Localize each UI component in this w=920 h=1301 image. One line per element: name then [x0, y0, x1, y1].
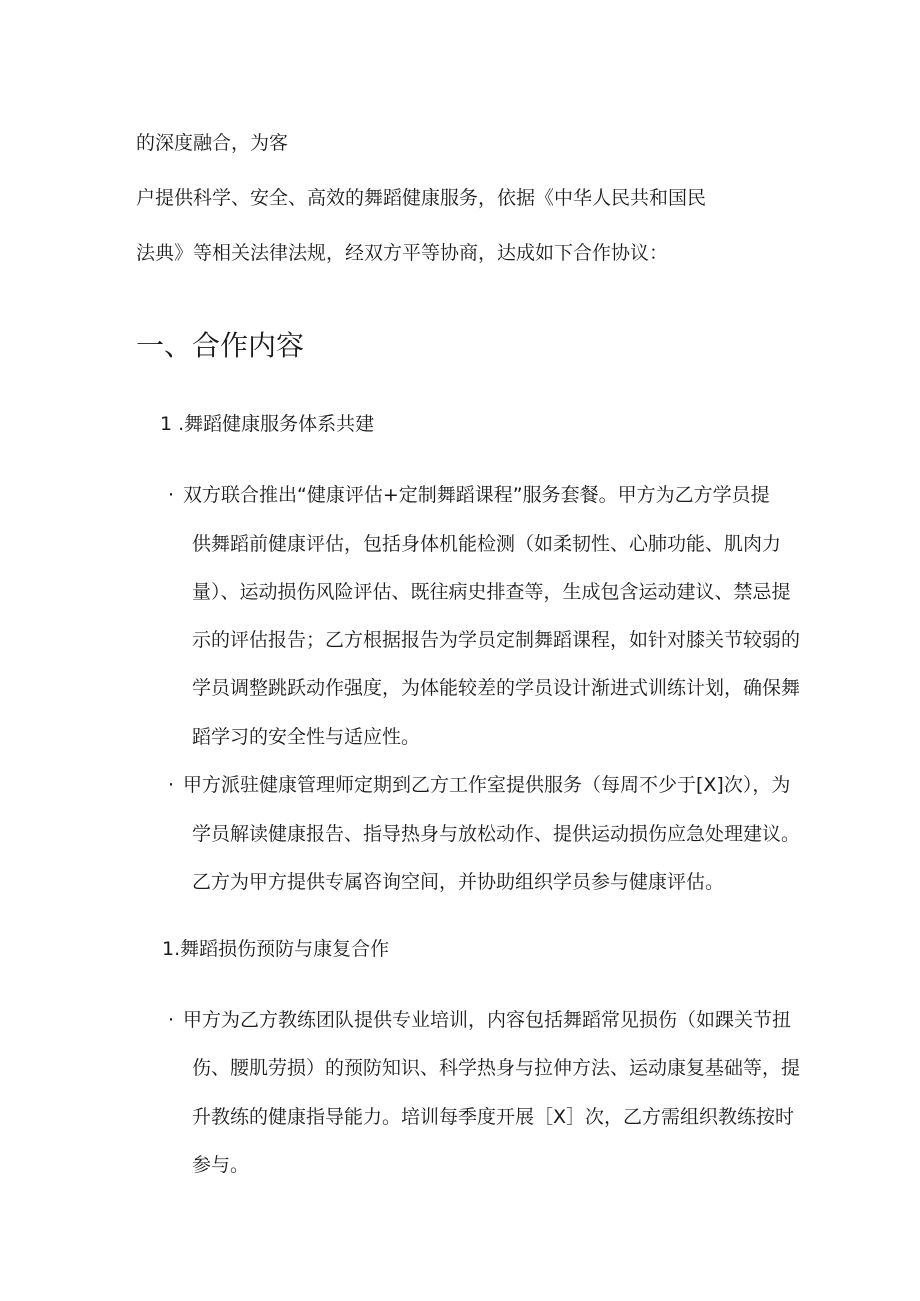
intro-line: 户提供科学、安全、高效的舞蹈健康服务，依据《中华人民共和国民 [136, 187, 707, 209]
bullet-mark: · [168, 1009, 175, 1031]
paragraph-line: 量）、运动损伤风险评估、既往病史排查等，生成包含运动建议、禁忌提 [192, 581, 791, 603]
paragraph-line: 甲方派驻健康管理师定期到乙方工作室提供服务（每周不少于[X]次），为 [183, 774, 791, 796]
paragraph-line: 乙方为甲方提供专属咨询空间，并协助组织学员参与健康评估。 [192, 871, 725, 893]
subsection-title: 1.舞蹈损伤预防与康复合作 [162, 938, 390, 960]
bullet-mark: · [168, 774, 175, 796]
paragraph-line: 伤、腰肌劳损）的预防知识、科学热身与拉伸方法、运动康复基础等，提 [192, 1057, 801, 1079]
paragraph-line: 供舞蹈前健康评估，包括身体机能检测（如柔韧性、心肺功能、肌肉力 [192, 533, 782, 555]
intro-line: 法典》等相关法律法规，经双方平等协商，达成如下合作协议： [136, 242, 669, 264]
intro-line: 的深度融合，为客 [136, 132, 289, 154]
section-heading: 一、合作内容 [136, 329, 305, 362]
paragraph-line: 双方联合推出“健康评估+定制舞蹈课程”服务套餐。甲方为乙方学员提 [183, 484, 770, 506]
bullet-mark: · [168, 484, 175, 506]
subsection-title: 1 .舞蹈健康服务体系共建 [160, 413, 375, 435]
paragraph-line: 参与。 [192, 1154, 250, 1176]
paragraph-line: 示的评估报告；乙方根据报告为学员定制舞蹈课程，如针对膝关节较弱的 [192, 629, 801, 651]
paragraph-line: 学员调整跳跃动作强度，为体能较差的学员设计渐进式训练计划，确保舞 [192, 677, 801, 699]
paragraph-line: 升教练的健康指导能力。培训每季度开展［X］次，乙方需组织教练按时 [192, 1106, 795, 1128]
paragraph-line: 蹈学习的安全性与适应性。 [192, 726, 421, 748]
paragraph-line: 学员解读健康报告、指导热身与放松动作、提供运动损伤应急处理建议。 [192, 823, 801, 845]
paragraph-line: 甲方为乙方教练团队提供专业培训，内容包括舞蹈常见损伤（如踝关节扭 [183, 1009, 792, 1031]
